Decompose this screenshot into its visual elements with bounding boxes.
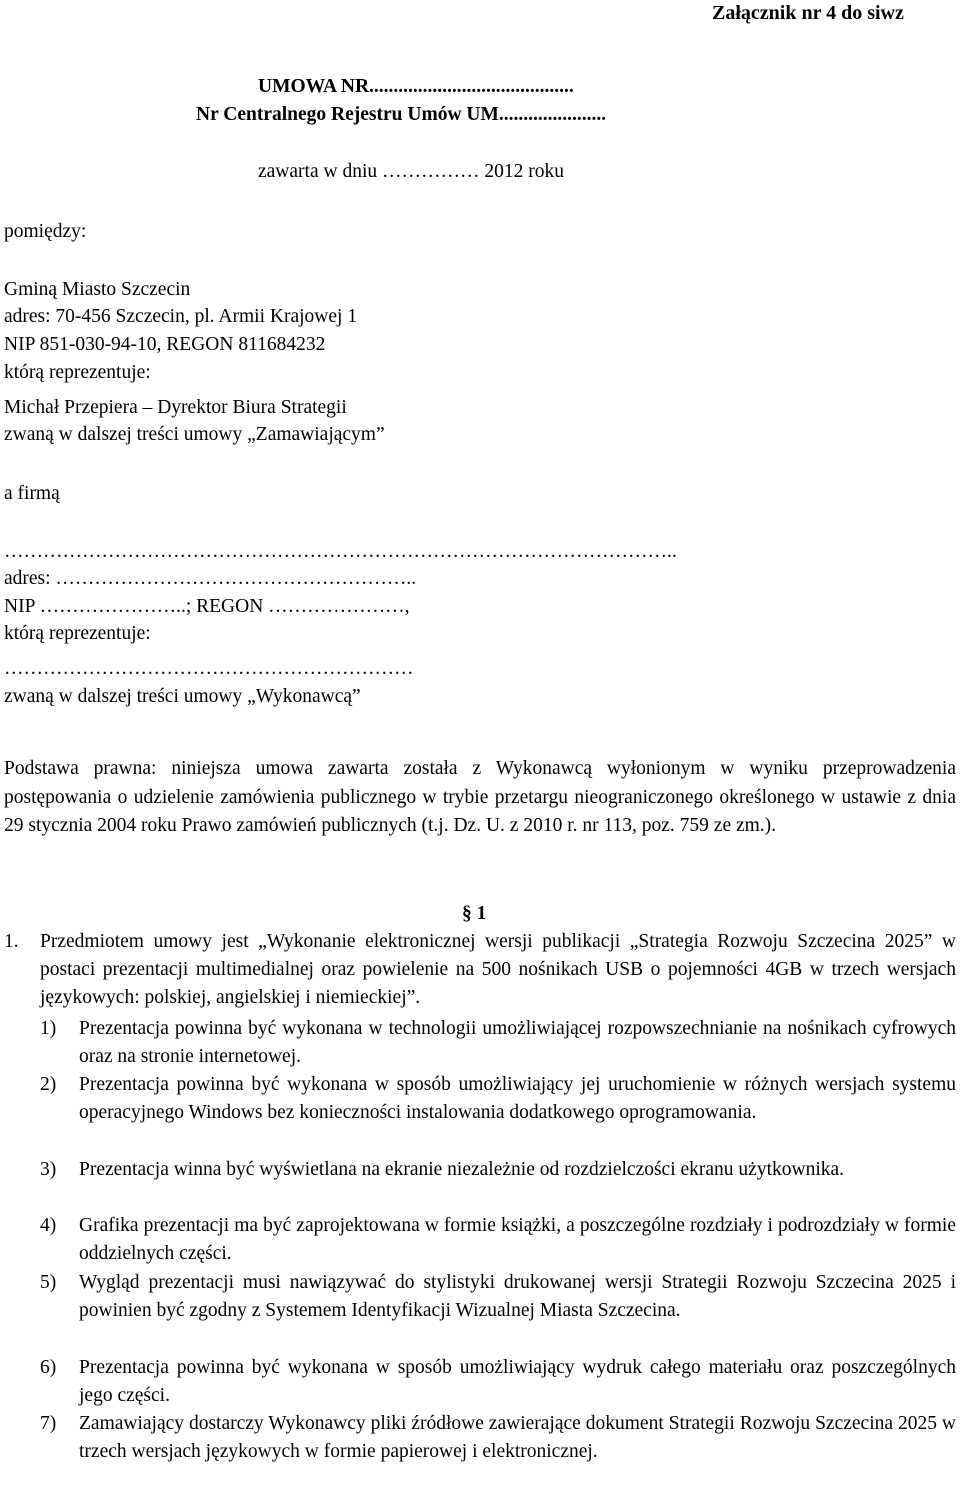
paragraph-text: Przedmiotem umowy jest „Wykonanie elektronicznej wersji publikacji „Strategia Rozwoju Szczecina 2025” w postaci prezentacji multimedialnej oraz powielenie na 500 nośnikach USB o pojemności 4GB w trzech wersjach językowych: polskiej, angielskiej i niemieckiej”.: [40, 931, 956, 1009]
list-item-text: Prezentacja powinna być wykonana w technologii umożliwiającej rozpowszechnianie na nośnikach cyfrowych oraz na stronie internetowej.: [79, 1018, 956, 1068]
contractor-representative-label: którą reprezentuje:: [4, 623, 151, 644]
contract-number: UMOWA NR..........................................: [258, 76, 574, 97]
list-item-number: 3): [40, 1159, 57, 1180]
attachment-label: Załącznik nr 4 do siwz: [712, 2, 904, 24]
client-representative: Michał Przepiera – Dyrektor Biura Strategii: [4, 397, 347, 418]
list-item-text: Grafika prezentacji ma być zaprojektowana w formie książki, a poszczególne rozdziały i podrozdziały w formie oddzielnych części.: [79, 1215, 956, 1265]
list-item-text: Prezentacja powinna być wykonana w sposób umożliwiający jej uruchomienie w różnych wersjach systemu operacyjnego Windows bez konieczności instalowania dodatkowego oprogramowania.: [79, 1074, 956, 1124]
list-item-number: 7): [40, 1413, 57, 1434]
contractor-representative-blank: ………………………………………………………: [4, 658, 414, 679]
contract-date-line: zawarta w dniu …………… 2012 roku: [258, 161, 564, 182]
and-firm-label: a firmą: [4, 483, 60, 504]
contractor-name-blank: …………………………………………………………………………………………..: [4, 541, 677, 562]
client-name: Gminą Miasto Szczecin: [4, 279, 191, 300]
client-tax-ids: NIP 851-030-94-10, REGON 811684232: [4, 334, 326, 355]
list-item-text: Zamawiający dostarczy Wykonawcy pliki źródłowe zawierające dokument Strategii Rozwoju Szczecina 2025 w trzech wersjach językowych w formie papierowej i elektronicznej.: [79, 1413, 956, 1463]
contractor-designation: zwaną w dalszej treści umowy „Wykonawcą”: [4, 686, 361, 707]
client-address: adres: 70-456 Szczecin, pl. Armii Krajowej 1: [4, 306, 358, 327]
paragraph-number: 1.: [4, 931, 19, 952]
contractor-address: adres: ………………………………………………..: [4, 568, 417, 589]
list-item-text: Wygląd prezentacji musi nawiązywać do stylistyki drukowanej wersji Strategii Rozwoju Szczecina 2025 i powinien być zgodny z Systemem Identyfikacji Wizualnej Miasta Szczecina.: [79, 1272, 956, 1322]
client-representative-label: którą reprezentuje:: [4, 362, 151, 383]
between-label: pomiędzy:: [4, 221, 87, 242]
registry-number: Nr Centralnego Rejestru Umów UM......................: [196, 104, 607, 125]
client-designation: zwaną w dalszej treści umowy „Zamawiającym”: [4, 424, 385, 445]
list-item-text: Prezentacja powinna być wykonana w sposób umożliwiający wydruk całego materiału oraz poszczególnych jego części.: [79, 1357, 956, 1407]
legal-basis-paragraph: Podstawa prawna: niniejsza umowa zawarta została z Wykonawcą wyłonionym w wyniku przeprowadzenia postępowania o udzielenie zamówienia publicznego w trybie przetargu nieograniczonego określonego w ustawie z dnia 29 stycznia 2004 roku Prawo zamówień publicznych (t.j. Dz. U. z 2010 r. nr 113, poz. 759 ze zm.).: [4, 758, 956, 836]
list-item-number: 5): [40, 1272, 57, 1293]
list-item-number: 2): [40, 1074, 57, 1095]
list-item-number: 1): [40, 1018, 57, 1039]
list-item-number: 6): [40, 1357, 57, 1378]
list-item-text: Prezentacja winna być wyświetlana na ekranie niezależnie od rozdzielczości ekranu użytkownika.: [79, 1159, 845, 1180]
list-item-number: 4): [40, 1215, 57, 1236]
contractor-tax-ids: NIP …………………..; REGON …………………,: [4, 596, 410, 617]
section-heading: § 1: [462, 903, 487, 924]
